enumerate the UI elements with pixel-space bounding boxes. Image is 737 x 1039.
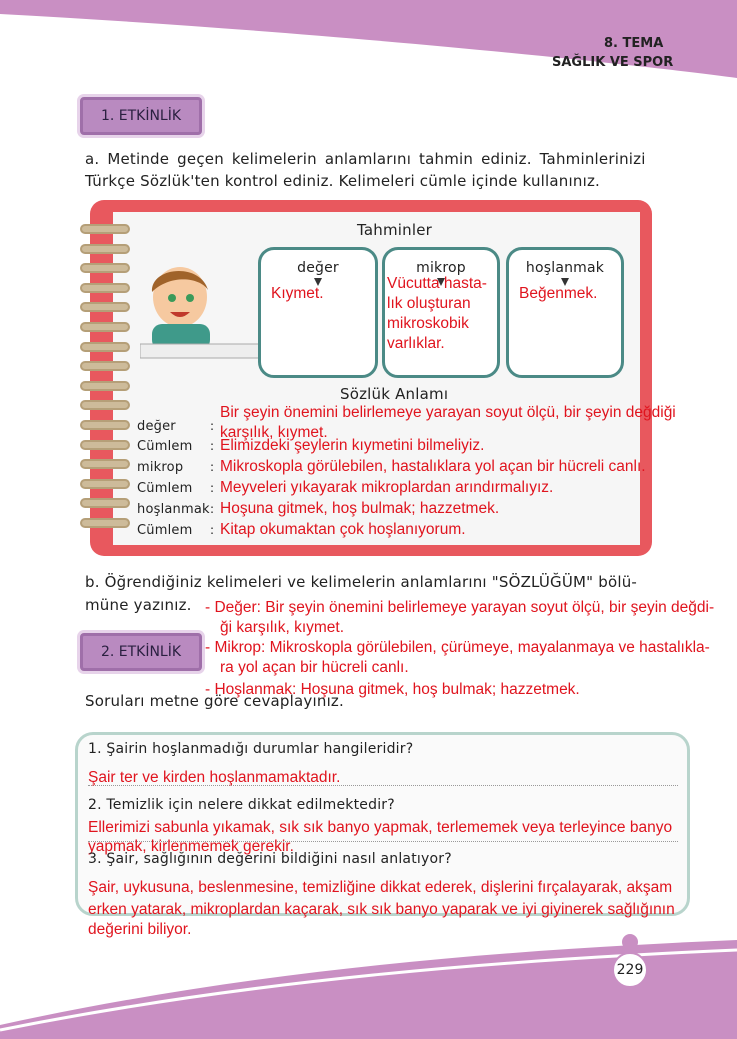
spiral-ring [80, 459, 130, 469]
colon: : [210, 523, 215, 537]
spiral-ring [80, 224, 130, 234]
row-label: hoşlanmak [137, 502, 210, 517]
b-answer-line: - Değer: Bir şeyin önemini belirlemeye yarayan soyut ölçü, bir şeyin değdi- [205, 599, 715, 616]
question-answer: erken yatarak, mikroplardan kaçarak, sık sık banyo yaparak ve iyi giyinerek sağlığının [88, 901, 675, 918]
row-answer: Meyveleri yıkayarak mikroplardan arındırmalıyız. [220, 479, 554, 496]
guess-answer [519, 284, 621, 304]
colon: : [210, 419, 215, 433]
page-number-circle [612, 952, 648, 988]
instruction-b-line2: müne yazınız. [85, 596, 192, 614]
activity2-instruction: Soruları metne göre cevaplayınız. [85, 692, 344, 710]
spiral-ring [80, 518, 130, 528]
spiral-ring [80, 263, 130, 273]
spiral-ring [80, 244, 130, 254]
guess-answer [271, 284, 375, 304]
activity2-badge [80, 633, 202, 671]
question-answer: Ellerimizi sabunla yıkamak, sık sık banyo yapmak, terlememek veya terleyince banyo [88, 819, 673, 836]
question: 3. Şair, sağlığının değerini bildiğini nasıl anlatıyor? [88, 851, 452, 867]
b-answer-line: ği karşılık, kıymet. [220, 619, 345, 636]
spiral-ring [80, 420, 130, 430]
instruction-a-line1: a. Metinde geçen kelimelerin anlamlarını tahmin ediniz. Tahminlerinizi [85, 150, 646, 168]
activity1-badge-label: 1. ETKİNLİK [100, 108, 182, 124]
guess-box [506, 247, 624, 378]
spiral-ring [80, 440, 130, 450]
b-answer-line: - Hoşlanmak: Hoşuna gitmek, hoş bulmak; hazzetmek. [205, 681, 580, 698]
b-answer-line: - Mikrop: Mikroskopla görülebilen, çürümeye, mayalanmaya ve hastalıkla- [205, 639, 710, 656]
spiral-ring [80, 381, 130, 391]
page-number: 229 [616, 962, 644, 978]
guess-word: hoşlanmak [525, 260, 605, 276]
activity1-badge [80, 97, 202, 135]
row-label: Cümlem [137, 481, 193, 496]
colon: : [210, 460, 215, 474]
guess-answer-line: Vücutta hasta- [387, 275, 487, 292]
b-answer-line: ra yol açan bir hücreli canlı. [220, 659, 409, 676]
row-answer: karşılık, kıymet. [220, 424, 328, 441]
guess-answer-line: Beğenmek. [519, 285, 598, 302]
question-answer: Şair, uykusuna, beslenmesine, temizliğine dikkat ederek, dişlerini fırçalayarak, akşam [88, 879, 673, 896]
spiral-ring [80, 400, 130, 410]
instruction-a-line2: Türkçe Sözlük'ten kontrol ediniz. Kelimeleri cümle içinde kullanınız. [85, 172, 600, 190]
guess-box [258, 247, 378, 378]
question-answer: değerini biliyor. [88, 921, 192, 938]
guess-answer [387, 274, 497, 354]
spiral-ring [80, 479, 130, 489]
spiral-ring [80, 342, 130, 352]
spiral-ring [80, 283, 130, 293]
question: 1. Şairin hoşlanmadığı durumlar hangileridir? [88, 741, 414, 757]
spiral-ring [80, 302, 130, 312]
row-label: mikrop [137, 460, 184, 475]
row-answer: Hoşuna gitmek, hoş bulmak; hazzetmek. [220, 500, 500, 517]
guess-box [382, 247, 500, 378]
guess-word: değer [297, 260, 339, 276]
spiral-ring [80, 498, 130, 508]
colon: : [210, 439, 215, 453]
row-answer: Bir şeyin önemini belirlemeye yarayan soyut ölçü, bir şeyin değdiği [220, 404, 676, 421]
guess-answer-line: Kıymet. [271, 285, 324, 302]
row-answer: Mikroskopla görülebilen, hastalıklara yol açan bir hücreli canlı. [220, 458, 646, 475]
row-answer: Elimizdeki şeylerin kıymetini bilmeliyiz. [220, 437, 485, 454]
colon: : [210, 481, 215, 495]
question-answer: Şair ter ve kirden hoşlanmamaktadır. [88, 769, 341, 786]
question: 2. Temizlik için nelere dikkat edilmektedir? [88, 797, 395, 813]
row-label: değer [137, 419, 176, 434]
activity2-badge-label: 2. ETKİNLİK [100, 644, 182, 660]
question-answer: yapmak, kirlenmemek gerekir. [88, 838, 294, 855]
subject-label: SAĞLIK VE SPOR [552, 55, 674, 70]
instruction-b-line1: b. Öğrendiğiniz kelimeleri ve kelimelerin anlamlarını "SÖZLÜĞÜM" bölü- [85, 573, 638, 591]
guess-answer-line: mikroskobik [387, 315, 469, 332]
guess-answer-line: varlıklar. [387, 335, 445, 352]
colon: : [210, 502, 215, 516]
row-label: Cümlem [137, 439, 193, 454]
row-label: Cümlem [137, 523, 193, 538]
guess-word: mikrop [416, 260, 466, 276]
row-answer: Kitap okumaktan çok hoşlanıyorum. [220, 521, 466, 538]
guesses-title: Tahminler [357, 221, 433, 239]
theme-label: 8. TEMA [604, 36, 664, 51]
guess-answer-line: lık oluşturan [387, 295, 471, 312]
spiral-ring [80, 361, 130, 371]
spiral-ring [80, 322, 130, 332]
boy-writing-illustration [140, 262, 270, 362]
dictionary-title: Sözlük Anlamı [340, 385, 449, 403]
